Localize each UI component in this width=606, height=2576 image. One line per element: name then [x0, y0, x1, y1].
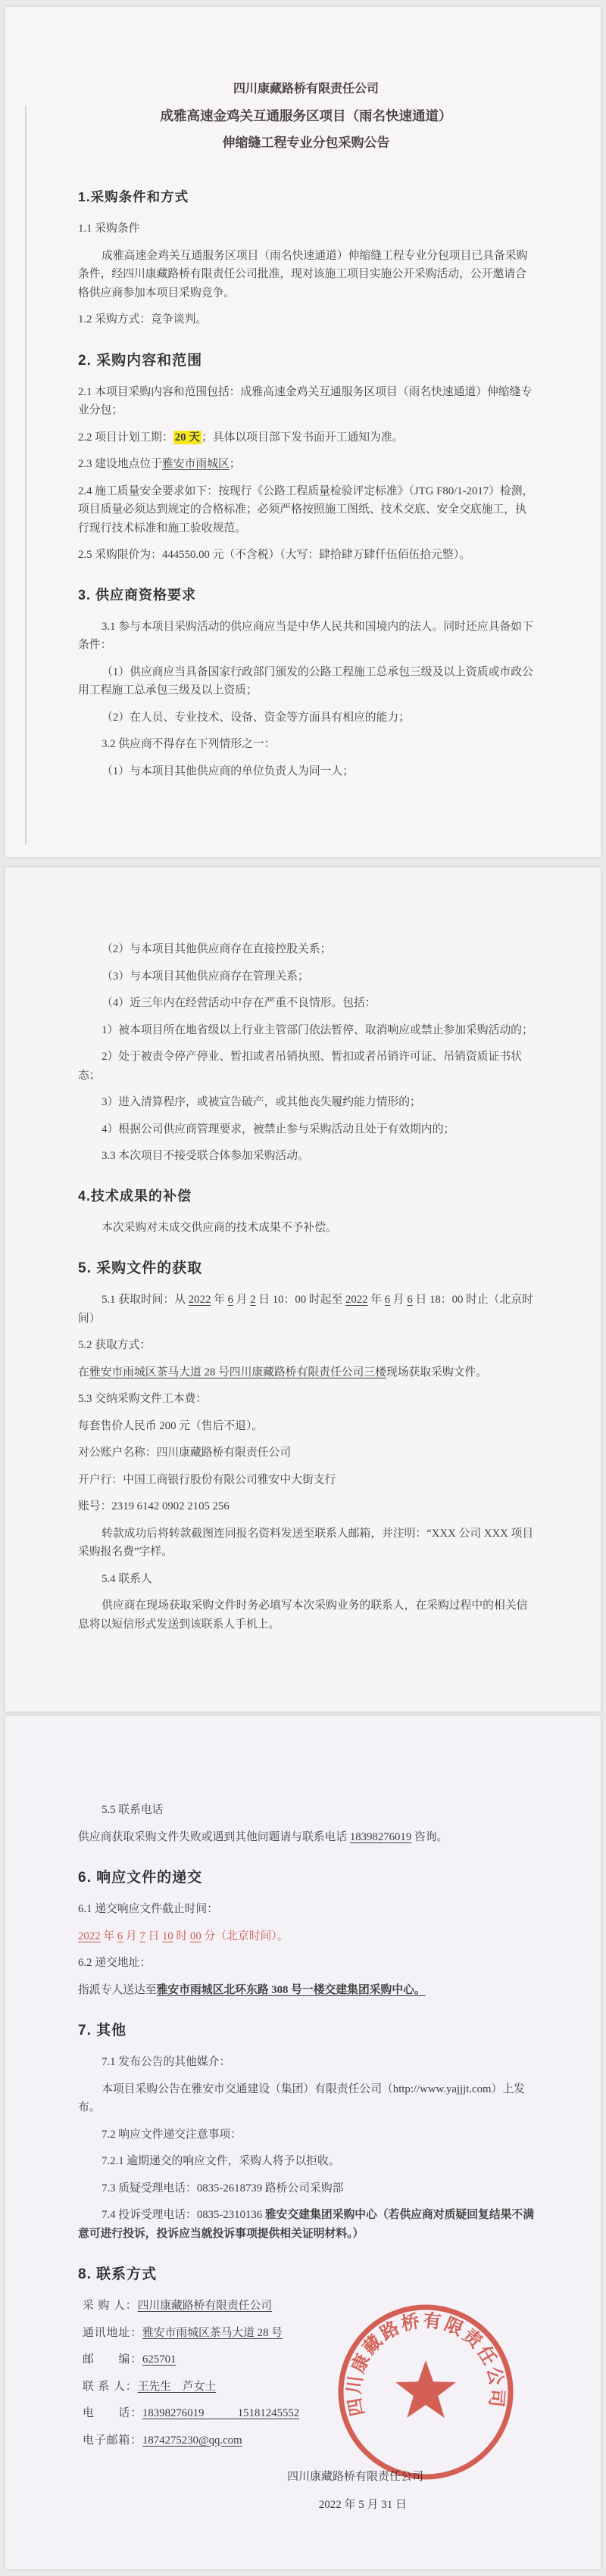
clause-7-3: 7.3 质疑受理电话：0835-2618739 路桥公司采购部 — [102, 2182, 344, 2194]
section-2-heading: 2. 采购内容和范围 — [78, 352, 203, 369]
construction-site: 雅安市雨城区 — [161, 458, 230, 470]
clause-2-5: 2.5 采购限价为：444550.00 元（不含税）（大写：肆拾肆万肆仟伍佰伍拾元整）。 — [78, 549, 470, 561]
clause-3-2-item-4-sub-1: 1）被本项目所在地省级以上行业主管部门依法暂停、取消响应或禁止参加采购活动的； — [102, 1023, 533, 1036]
clause-7-1: 7.1 发布公告的其他媒介： — [102, 2056, 231, 2068]
clause-3-2-item-4-sub-4: 4）根据公司供应商管理要求，被禁止参与采购活动且处于有效期内的； — [102, 1123, 455, 1135]
section-7-heading: 7. 其他 — [78, 2023, 127, 2039]
clause-1-1-body: 成雅高速金鸡关互通服务区项目（雨名快速通道）伸缩缝工程专业分包项目已具备采购条件，经四川康藏路桥有限责任公司批准，现对该施工项目实施公开采购活动，公开邀请合格供应商参加本项目采购竞争。 — [78, 249, 528, 299]
address-label: 通讯地址： — [83, 2326, 142, 2339]
clause-5-1-sep-5: 月 — [390, 1294, 408, 1306]
bank-branch: 开户行：中国工商银行股份有限公司雅安中大街支行 — [78, 1473, 336, 1486]
email-value: 1874275230@qq.com — [142, 2434, 242, 2447]
document-title-block — [78, 76, 534, 157]
document-fee: 每套售价人民币 200 元（售后不退）。 — [78, 1419, 264, 1432]
clause-2-2 — [78, 428, 534, 447]
clause-7-2-1: 7.2.1 逾期递交的响应文件，采购人将予以拒收。 — [102, 2155, 340, 2167]
clause-5-5-suffix: 咨询。 — [411, 1830, 448, 1843]
clause-3-1: 3.1 参与本项目采购活动的供应商应当是中华人民共和国境内的法人。同时还应具备如下条件： — [78, 620, 533, 651]
obtain-start-day: 2 — [250, 1294, 256, 1306]
clause-5-5-prefix: 供应商获取采购文件失败或遇到其他问题请与联系电话 — [78, 1830, 350, 1843]
complaint-center: 雅安交建集团采购中心（若供应商对质疑回复结果不满意可进行投诉，投诉应当就投诉事项提供相关证明材料。） — [78, 2209, 535, 2240]
section-4-heading: 4.技术成果的补偿 — [78, 1188, 192, 1204]
clause-5-2-body — [78, 1363, 534, 1382]
section-1-heading: 1.采购条件和方式 — [78, 189, 189, 204]
clause-6-2: 6.2 递交地址： — [78, 1957, 152, 1969]
section-3-heading: 3. 供应商资格要求 — [78, 587, 197, 603]
contact-row-email — [78, 2431, 534, 2450]
obtain-end-month: 6 — [384, 1294, 391, 1306]
purchaser-label: 采 购 人： — [83, 2300, 138, 2312]
clause-3-2-item-3: （3）与本项目其他供应商存在管理关系； — [102, 970, 309, 983]
clause-5-1 — [78, 1291, 534, 1328]
signature-company: 四川康藏路桥有限责任公司 — [286, 2471, 423, 2483]
clause-2-2-suffix: ；具体以项目部下发书面开工通知为准。 — [201, 431, 404, 444]
address-value: 雅安市雨城区茶马大道 28 号 — [142, 2326, 283, 2339]
clause-5-1-sep-6: 日 18：00 时止（北京时间） — [78, 1294, 533, 1325]
clause-7-2: 7.2 响应文件递交注意事项： — [102, 2128, 242, 2141]
obtain-start-year: 2022 — [188, 1294, 211, 1306]
clause-6-2-body — [78, 1981, 534, 2000]
seal-arc-text: 四川康藏路桥有限责任公司 — [344, 2310, 508, 2418]
clause-2-3-prefix: 2.3 建设地点位于 — [78, 458, 162, 470]
contact-row-phone — [78, 2404, 534, 2423]
clause-5-1-sep-2: 月 — [233, 1294, 251, 1306]
phone-label: 电 话： — [83, 2407, 142, 2419]
clause-5-1-text: 5.1 获取时间：从 — [102, 1294, 189, 1306]
clause-1-1: 1.1 采购条件 — [78, 223, 140, 235]
title-project: 成雅高速金鸡关互通服务区项目（雨名快速通道） — [160, 108, 452, 123]
transfer-note: 转款成功后将转款截图连同报名资料发送至联系人邮箱，并注明：“XXX 公司 XXX 项目采购报名费”字样。 — [78, 1527, 534, 1558]
postcode-label: 邮 编： — [83, 2353, 142, 2366]
clause-5-3: 5.3 交纳采购文件工本费： — [78, 1393, 208, 1405]
clause-6-1: 6.1 递交响应文件截止时间： — [78, 1903, 218, 1915]
contact-row-contacts — [78, 2378, 534, 2397]
deadline-sep-4: 时 — [173, 1930, 191, 1942]
clause-5-4: 5.4 联系人 — [102, 1572, 152, 1585]
clause-3-2: 3.2 供应商不得存在下列情形之一： — [102, 738, 276, 750]
title-announcement-type: 伸缩缝工程专业分包采购公告 — [222, 135, 390, 150]
section-6-heading: 6. 响应文件的递交 — [78, 1870, 203, 1886]
clause-5-5-body — [78, 1828, 534, 1847]
bank-account-number: 账号：2319 6142 0902 2105 256 — [78, 1500, 230, 1512]
document-page-1 — [5, 7, 601, 857]
section-8-heading: 8. 联系方式 — [78, 2266, 158, 2282]
obtain-address: 雅安市雨城区茶马大道 28 号四川康藏路桥有限责任公司三楼 — [89, 1366, 386, 1378]
contacts-value: 王先生 芦女士 — [137, 2380, 217, 2393]
clause-4-body: 本次采购对未成交供应商的技术成果不予补偿。 — [102, 1221, 337, 1234]
clause-5-1-sep-1: 年 — [211, 1294, 228, 1306]
clause-5-2-prefix: 在 — [78, 1366, 89, 1378]
deadline-sep-3: 日 — [145, 1930, 163, 1942]
postcode-value: 625701 — [142, 2353, 176, 2366]
clause-3-2-item-2: （2）与本项目其他供应商存在直接控股关系； — [102, 943, 332, 955]
deadline-month: 6 — [117, 1930, 123, 1942]
document-page-3 — [5, 1716, 601, 2569]
clause-7-4 — [78, 2206, 534, 2243]
bank-account-name: 对公账户名称：四川康藏路桥有限责任公司 — [78, 1447, 292, 1459]
clause-2-4: 2.4 施工质量安全要求如下：按现行《公路工程质量检验评定标准》（JTG F80/1-2017）检测，项目质量必须达到规定的合格标准；必须严格按照施工图纸、技术交底、安全交底施工，执行现行技术标准和施工验收规范。 — [78, 484, 534, 534]
obtain-start-month: 6 — [227, 1294, 233, 1306]
clause-3-3: 3.3 本次项目不接受联合体参加采购活动。 — [102, 1150, 309, 1162]
signature-date: 2022 年 5 月 31 日 — [318, 2499, 407, 2511]
clause-7-1-body: 本项目采购公告在雅安市交通建设（集团）有限责任公司（http://www.yajjjt.com）上发布。 — [78, 2082, 525, 2113]
submission-deadline — [78, 1927, 534, 1946]
clause-2-3-suffix: ； — [229, 458, 241, 470]
clause-3-2-item-1: （1）与本项目其他供应商的单位负责人为同一人； — [102, 765, 355, 777]
clause-2-1: 2.1 本项目采购内容和范围包括：成雅高速金鸡关互通服务区项目（雨名快速通道）伸缩缝专业分包； — [78, 385, 533, 416]
clause-5-1-sep-3: 日 10：00 时起至 — [255, 1294, 345, 1306]
title-company: 四川康藏路桥有限责任公司 — [233, 83, 379, 95]
deadline-hour: 10 — [162, 1930, 173, 1942]
obtain-end-year: 2022 — [345, 1294, 368, 1306]
duration-highlight: 20 天 — [174, 431, 201, 444]
clause-5-5: 5.5 联系电话 — [102, 1804, 164, 1816]
section-5-heading: 5. 采购文件的获取 — [78, 1260, 203, 1276]
help-phone-number: 18398276019 — [349, 1830, 412, 1843]
phone-value: 18398276019 15181245552 — [142, 2407, 300, 2419]
clause-1-2: 1.2 采购方式：竞争谈判。 — [78, 313, 208, 326]
contact-row-postcode — [78, 2350, 534, 2369]
clause-2-2-prefix: 2.2 项目计划工期： — [78, 431, 173, 444]
deadline-sep-1: 年 — [100, 1930, 117, 1942]
obtain-end-day: 6 — [407, 1294, 413, 1306]
clause-2-3 — [78, 455, 534, 474]
clause-3-2-item-4-sub-2: 2）处于被责令停产停业、暂扣或者吊销执照、暂扣或者吊销许可证、吊销资质证书状态； — [78, 1051, 522, 1082]
contact-row-address — [78, 2324, 534, 2343]
delivery-address: 雅安市雨城区北环东路 308 号一楼交建集团采购中心。 — [156, 1983, 426, 1996]
purchaser-value: 四川康藏路桥有限责任公司 — [137, 2300, 273, 2312]
contacts-label: 联 系 人： — [83, 2380, 138, 2393]
clause-5-4-body: 供应商在现场获取采购文件时务必填写本次采购业务的联系人，在采购过程中的相关信息将以短信形式发送到该联系人手机上。 — [78, 1599, 528, 1631]
document-page-2 — [5, 867, 601, 1712]
deadline-year: 2022 — [78, 1930, 101, 1942]
deadline-sep-5: 分（北京时间）。 — [201, 1930, 289, 1942]
contact-row-purchaser — [78, 2297, 534, 2316]
clause-5-2-suffix: 现场获取采购文件。 — [386, 1366, 488, 1378]
clause-3-1-item-1: （1）供应商应当具备国家行政部门颁发的公路工程施工总承包三级及以上资质或市政公用工程施工总承包三级及以上资质； — [78, 665, 533, 696]
clause-7-4-prefix: 7.4 投诉受理电话：0835-2310136 — [102, 2209, 265, 2221]
clause-3-1-item-2: （2）在人员、专业技术、设备、资金等方面具有相应的能力； — [102, 711, 410, 724]
clause-3-2-item-4: （4）近三年内在经营活动中存在严重不良情形。包括： — [102, 997, 376, 1009]
clause-5-2: 5.2 获取方式： — [78, 1339, 152, 1351]
deadline-sep-2: 月 — [123, 1930, 140, 1942]
clause-6-2-prefix: 指派专人送达至 — [78, 1983, 157, 1996]
clause-5-1-sep-4: 年 — [367, 1294, 385, 1306]
email-label: 电子邮箱： — [83, 2434, 142, 2447]
clause-3-2-item-4-sub-3: 3）进入清算程序，或被宣告破产，或其他丧失履约能力情形的； — [102, 1096, 421, 1108]
deadline-day: 7 — [139, 1930, 145, 1942]
deadline-minute: 00 — [190, 1930, 201, 1942]
